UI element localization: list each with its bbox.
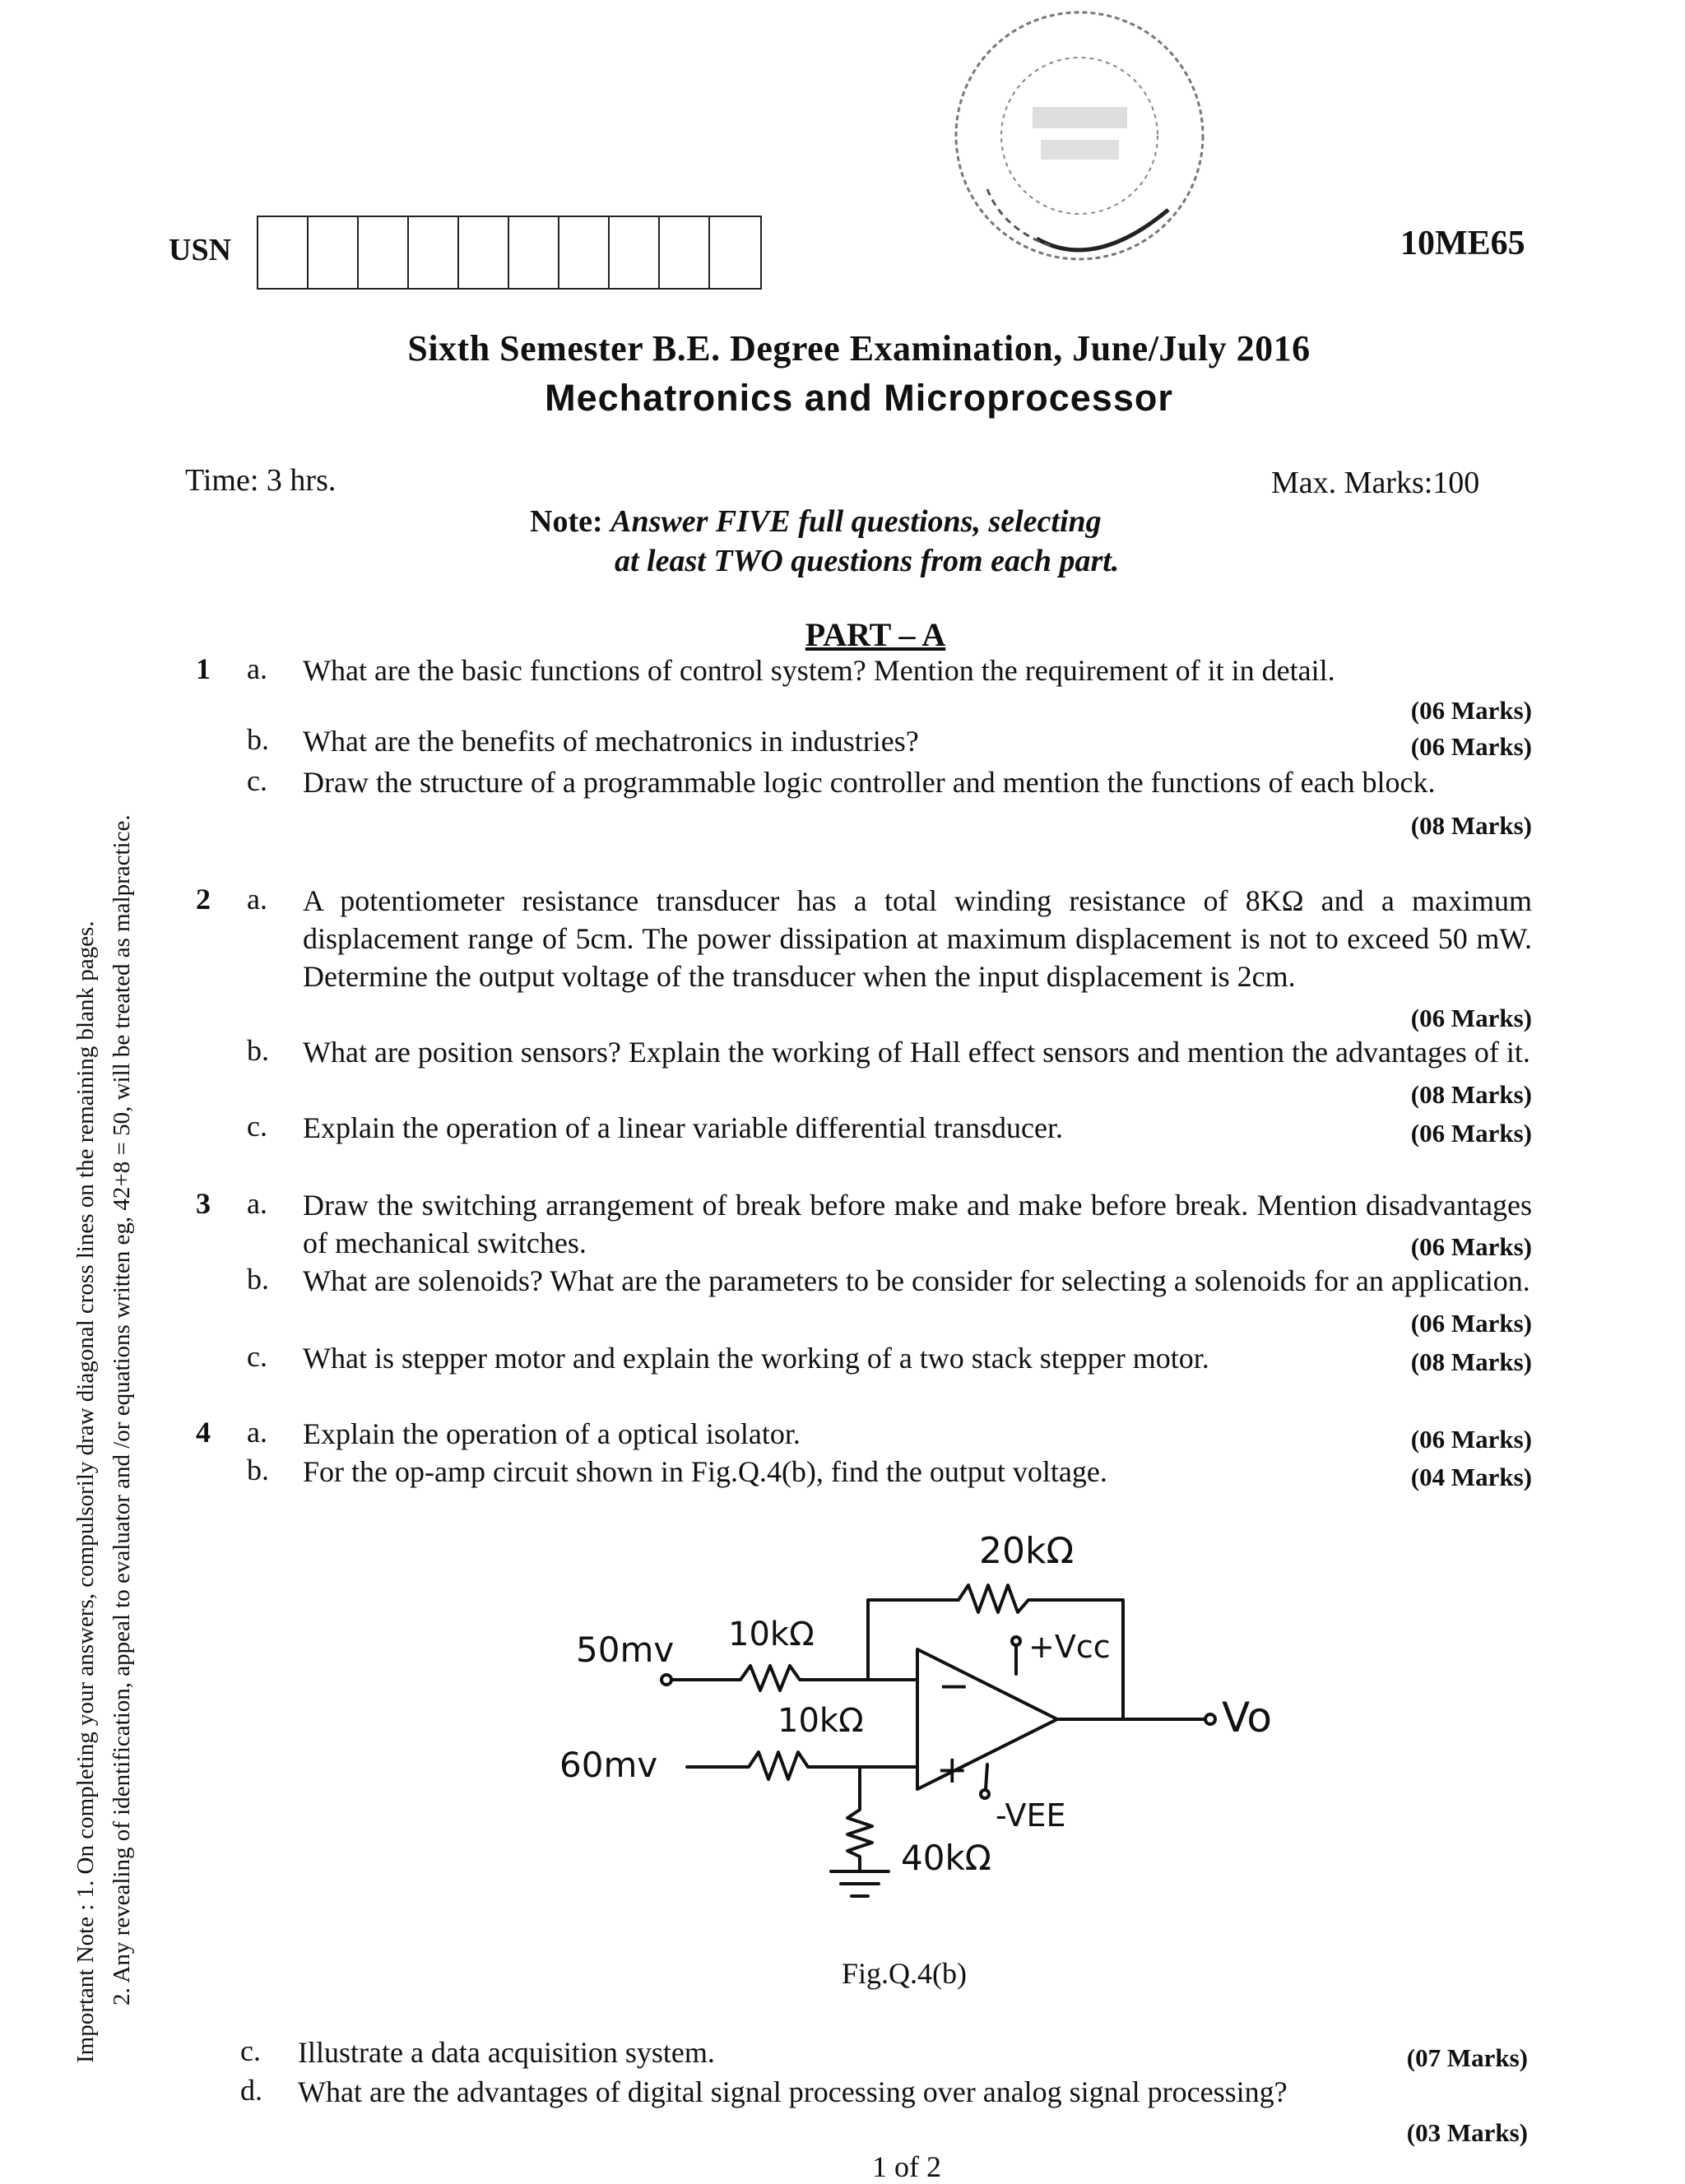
usn-digit-box[interactable] <box>559 217 610 288</box>
page-number: 1 of 2 <box>872 2150 941 2183</box>
marks: (06 Marks) <box>1410 732 1532 761</box>
feedback-resistor-label: 20kΩ <box>979 1530 1075 1572</box>
note-line2: at least TWO questions from each part. <box>615 544 1120 578</box>
question-part-label: b. <box>247 723 269 756</box>
ground-resistor-label: 40kΩ <box>901 1838 991 1878</box>
question-part-label: a. <box>247 652 267 685</box>
vee-terminal <box>981 1790 989 1798</box>
subject-code: 10ME65 <box>1400 225 1525 262</box>
max-marks: Max. Marks:100 <box>1271 466 1480 500</box>
usn-label: USN <box>169 233 232 267</box>
question-text: Illustrate a data acquisition system. <box>298 2036 715 2069</box>
op-amp-circuit-figure <box>535 1518 1316 1945</box>
usn-digit-box[interactable] <box>509 217 559 288</box>
usn-digit-box[interactable] <box>258 217 309 288</box>
question-text: Explain the operation of a optical isolator. <box>303 1417 801 1450</box>
question-text: Draw the switching arrangement of break before make and make before break. Mention disadvantages of mechanical switches. <box>303 1189 1532 1259</box>
marks: (06 Marks) <box>1410 1309 1532 1338</box>
question-part-label: c. <box>247 764 267 797</box>
question-number: 1 <box>196 652 211 685</box>
input1-voltage-label: 50mv <box>576 1630 675 1670</box>
note-label: Note: <box>530 504 603 539</box>
usn-digit-box[interactable] <box>710 217 760 288</box>
input2-voltage-label: 60mv <box>559 1745 658 1785</box>
time-allowed: Time: 3 hrs. <box>185 463 337 498</box>
subject-title: Mechatronics and Microprocessor <box>545 377 1173 419</box>
ground-resistor <box>847 1767 872 1871</box>
input2-resistor <box>687 1752 917 1779</box>
library-seal-stamp <box>938 0 1218 280</box>
question-text: What are solenoids? What are the parameters to be consider for selecting a solenoids for an application. <box>303 1264 1530 1297</box>
part-heading: PART – A <box>805 616 946 653</box>
question-part-label: c. <box>240 2034 261 2067</box>
marks: (08 Marks) <box>1410 1080 1532 1109</box>
usn-digit-box[interactable] <box>309 217 359 288</box>
inverting-input-sign: − <box>938 1663 970 1708</box>
question-part-label: c. <box>247 1340 267 1373</box>
question-part-label: a. <box>247 883 267 916</box>
usn-digit-box[interactable] <box>660 217 710 288</box>
side-note-line1: Important Note : 1. On completing your answers, compulsorily draw diagonal cross lines on the remaining blank pages. <box>72 920 99 2063</box>
figure-caption: Fig.Q.4(b) <box>842 1957 967 1990</box>
marks: (06 Marks) <box>1410 1119 1532 1148</box>
question-text: For the op-amp circuit shown in Fig.Q.4(b), find the output voltage. <box>303 1455 1107 1488</box>
input1-resistor <box>671 1666 917 1690</box>
question-part-label: b. <box>247 1034 269 1067</box>
output-terminal <box>1205 1714 1215 1724</box>
marks: (08 Marks) <box>1410 811 1532 840</box>
note-line1: Answer FIVE full questions, selecting <box>610 504 1102 539</box>
marks: (06 Marks) <box>1410 696 1532 725</box>
usn-digit-box[interactable] <box>359 217 409 288</box>
question-number: 2 <box>196 883 211 916</box>
question-part-label: d. <box>240 2074 262 2107</box>
marks: (07 Marks) <box>1406 2043 1528 2072</box>
usn-digit-box[interactable] <box>459 217 509 288</box>
question-part-label: b. <box>247 1263 269 1296</box>
usn-boxes <box>257 216 762 290</box>
output-voltage-label: Vo <box>1222 1694 1272 1741</box>
question-part-label: a. <box>247 1416 267 1449</box>
question-text: What are the benefits of mechatronics in industries? <box>303 725 919 758</box>
marks: (06 Marks) <box>1410 1425 1532 1454</box>
vcc-label: +Vcc <box>1028 1629 1111 1665</box>
usn-digit-box[interactable] <box>409 217 459 288</box>
vee-label: -VEE <box>996 1797 1066 1834</box>
important-note-sidebar <box>67 814 140 2063</box>
noninverting-input-sign: + <box>936 1747 968 1792</box>
usn-digit-box[interactable] <box>610 217 660 288</box>
ground-symbol <box>831 1871 889 1896</box>
question-text: What is stepper motor and explain the working of a two stack stepper motor. <box>303 1342 1209 1375</box>
question-part-label: a. <box>247 1187 267 1220</box>
question-part-label: b. <box>247 1454 269 1486</box>
marks: (06 Marks) <box>1410 1232 1532 1261</box>
marks: (08 Marks) <box>1410 1347 1532 1376</box>
instructions-note <box>530 502 1119 581</box>
vee-pin <box>986 1764 987 1789</box>
question-text: Draw the structure of a programmable logic controller and mention the functions of each block. <box>303 766 1436 799</box>
question-text: A potentiometer resistance transducer has a total winding resistance of 8KΩ and a maximum displacement range of 5cm. The power dissipation at maximum displacement is not to exceed 50 mW. Determine the output voltage of the transducer when the input displacement is 2cm. <box>303 884 1532 993</box>
question-number: 3 <box>196 1187 211 1220</box>
question-text: What are position sensors? Explain the working of Hall effect sensors and mention the advantages of it. <box>303 1036 1530 1069</box>
question-part-label: c. <box>247 1110 267 1143</box>
question-text: Explain the operation of a linear variable differential transducer. <box>303 1111 1063 1144</box>
exam-title: Sixth Semester B.E. Degree Examination, June/July 2016 <box>407 328 1311 369</box>
marks: (03 Marks) <box>1406 2118 1528 2147</box>
side-note-line2: 2. Any revealing of identification, appeal to evaluator and /or equations written eg, 42+8 = 50, will be treated as malpractice. <box>109 814 135 2005</box>
question-text: What are the basic functions of control system? Mention the requirement of it in detail. <box>303 654 1335 687</box>
question-number: 4 <box>196 1416 211 1449</box>
marks: (04 Marks) <box>1410 1463 1532 1491</box>
question-text: What are the advantages of digital signal processing over analog signal processing? <box>298 2075 1288 2108</box>
input1-resistor-label: 10kΩ <box>728 1616 815 1653</box>
vcc-terminal <box>1012 1637 1020 1645</box>
marks: (06 Marks) <box>1410 1004 1532 1032</box>
input2-resistor-label: 10kΩ <box>778 1702 864 1740</box>
